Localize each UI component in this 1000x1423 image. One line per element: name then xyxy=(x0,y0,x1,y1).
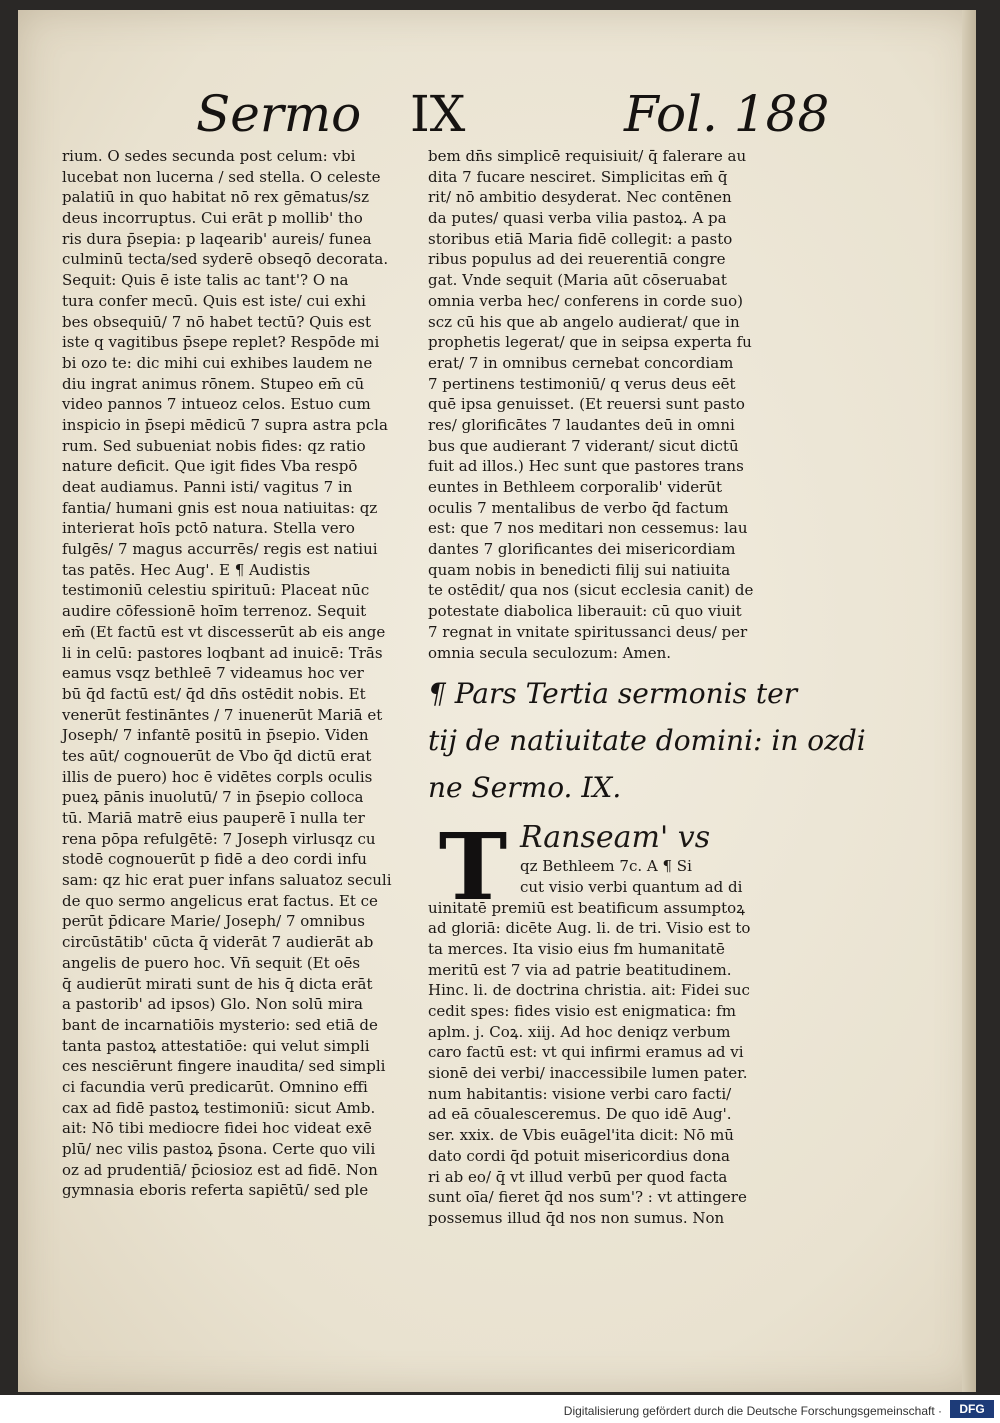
text-line: de quo sermo angelicus erat factus. Et ce xyxy=(62,891,378,910)
left-column xyxy=(62,146,407,1201)
text-line: em̄ (Et factū est vt discesserūt ab eis ange xyxy=(62,622,386,641)
text-line: venerūt festināntes / 7 inuenerūt Mariā et xyxy=(62,705,383,724)
text-line: scz cū his que ab angelo audierat/ que in xyxy=(428,312,740,331)
text-line: quē ipsa genuisset. (Et reuersi sunt pasto xyxy=(428,395,745,414)
rubric-line: ¶ Pars Tertia sermonis ter xyxy=(428,677,798,711)
text-line: prophetis legerat/ que in seipsa experta fu xyxy=(428,333,752,352)
text-line: te ostēdit/ qua nos (sicut ecclesia canit) de xyxy=(428,581,754,600)
text-line: ris dura p̄sepia: p laqearib' aureis/ funea xyxy=(62,229,372,248)
text-line: illis de puero) hoc ē vidētes corpls oculis xyxy=(62,767,373,786)
text-line: oz ad prudentiā/ p̄ciosioz est ad fidē. Non xyxy=(62,1160,378,1179)
opening-line: Ranseam' vs xyxy=(520,820,711,856)
text-line: interierat hoīs pctō natura. Stella vero xyxy=(62,519,355,538)
text-line: Sequit: Quis ē iste talis ac tant'? O na xyxy=(62,271,349,290)
text-line: audire cōfessionē hoīm terrenoz. Sequit xyxy=(62,602,367,621)
rubric-line: ne Sermo. IX. xyxy=(428,771,622,805)
funding-credit: Digitalisierung gefördert durch die Deutsche Forschungsgemeinschaft · xyxy=(563,1404,942,1418)
text-line: bes obsequiū/ 7 nō habet tectū? Quis est xyxy=(62,312,371,331)
section-rubric xyxy=(428,677,866,805)
decorated-initial: T xyxy=(438,813,508,922)
text-line: palatiū in quo habitat nō rex gēmatus/sz xyxy=(62,188,370,207)
page-edge xyxy=(962,10,976,1392)
text-line: bū q̄d factū est/ q̄d dn̄s ostēdit nobis. Et xyxy=(62,684,366,703)
text-line: q̄ audierūt mirati sunt de his q̄ dicta erāt xyxy=(62,974,373,993)
text-line: perūt p̄dicare Marie/ Joseph/ 7 omnibus xyxy=(62,912,365,931)
text-line: nature deficit. Que igit fides Vba respō xyxy=(62,457,358,476)
running-header xyxy=(18,10,976,150)
text-line: stodē cognouerūt p fidē a deo cordi infu xyxy=(62,850,367,869)
text-line: euntes in Bethleem corporalib' viderūt xyxy=(428,478,722,496)
text-line: Hinc. li. de doctrina christia. ait: Fidei suc xyxy=(428,981,750,1000)
text-line: ait: Nō tibi mediocre fidei hoc videat exē xyxy=(62,1119,372,1138)
text-line: iste q vagitibus p̄sepe replet? Respōde mi xyxy=(62,333,380,352)
text-line: storibus etiā Maria fidē collegit: a pasto xyxy=(428,229,733,248)
text-line: tura confer mecū. Quis est iste/ cui exhi xyxy=(62,291,366,310)
text-line: ta merces. Ita visio eius fm humanitatē xyxy=(428,939,725,958)
text-line: quam nobis in benedicti filij sui natiuita xyxy=(428,560,731,579)
text-line: bi ozo te: dic mihi cui exhibes laudem ne xyxy=(62,353,373,372)
text-line: omnia verba hec/ conferens in corde suo) xyxy=(428,291,744,310)
text-line: culminū tecta/sed syderē obseqō decorata. xyxy=(62,250,389,269)
text-line: dantes 7 glorificantes dei misericordiam xyxy=(428,540,736,559)
right-column xyxy=(428,146,866,1229)
text-line: video pannos 7 intueoz celos. Estuo cum xyxy=(62,395,371,414)
text-line: tas patēs. Hec Aug'. E ¶ Audistis xyxy=(62,560,311,579)
text-line: gymnasia eboris referta sapiētū/ sed ple xyxy=(62,1181,369,1200)
text-line: tes aūt/ cognouerūt de Vbo q̄d dictū erat xyxy=(62,746,372,765)
text-line: gat. Vnde sequit (Maria aūt cōseruabat xyxy=(428,271,727,290)
text-line: deat audiamus. Panni isti/ vagitus 7 in xyxy=(62,478,353,496)
text-line: diu ingrat animus rōnem. Stupeo em̄ cū xyxy=(62,374,365,393)
text-line: fantia/ humani gnis est noua natiuitas: qz xyxy=(62,498,378,517)
dfg-logo: DFG xyxy=(950,1400,994,1418)
text-line: meritū est 7 via ad patrie beatitudinem. xyxy=(428,960,732,979)
opening-line: qz Bethleem 7c. A ¶ Si xyxy=(520,857,692,876)
text-line: 7 regnat in vnitate spiritussanci deus/ per xyxy=(428,622,748,641)
text-line: ad gloriā: dicēte Aug. li. de tri. Visio est to xyxy=(428,919,751,938)
text-line: cax ad fidē pastoꝝ testimoniū: sicut Amb. xyxy=(62,1098,376,1117)
text-line: bem dn̄s simplicē requisiuit/ q̄ falerare au xyxy=(428,147,747,165)
text-line: omnia secula seculozum: Amen. xyxy=(428,643,672,662)
text-line: erat/ 7 in omnibus cernebat concordiam xyxy=(428,353,734,372)
text-line: tanta pastoꝝ attestatiōe: qui velut simpli xyxy=(62,1036,370,1055)
text-line: tū. Mariā matrē eius pauperē ī nulla ter xyxy=(62,809,365,827)
text-line: aplm. j. Coꝝ. xiij. Ad hoc deniqz verbum xyxy=(428,1022,731,1041)
text-line: rium. O sedes secunda post celum: vbi xyxy=(62,147,356,165)
text-line: ces nesciērunt fingere inaudita/ sed simpli xyxy=(62,1057,386,1076)
text-line: plū/ nec vilis pastoꝝ p̄sona. Certe quo vili xyxy=(62,1140,376,1158)
text-line: dita 7 fucare nesciret. Simplicitas em̄ q̄ xyxy=(428,167,728,186)
text-line: cedit spes: fides visio est enigmatica: fm xyxy=(428,1002,736,1020)
text-line: ribus populus ad dei reuerentiā congre xyxy=(428,250,726,269)
text-line: bus que audierant 7 viderant/ sicut dictū xyxy=(428,436,739,455)
text-line: num habitantis: visione verbi caro facti/ xyxy=(428,1084,732,1103)
text-line: circūstātib' cūcta q̄ viderāt 7 audierāt ab xyxy=(62,933,374,952)
text-line: fuit ad illos.) Hec sunt que pastores trans xyxy=(428,457,744,476)
text-line: deus incorruptus. Cui erāt p mollib' tho xyxy=(62,209,363,228)
text-line: sam: qz hic erat puer infans saluatoz seculi xyxy=(62,871,392,890)
text-line: oculis 7 mentalibus de verbo q̄d factum xyxy=(428,498,729,517)
text-line: ri ab eo/ q̄ vt illud verbū per quod facta xyxy=(428,1167,728,1186)
text-line: dato cordi q̄d potuit misericordius dona xyxy=(428,1146,730,1165)
footer-bar xyxy=(0,1395,1000,1423)
text-line: ci facundia verū predicarūt. Omnino effi xyxy=(62,1077,368,1096)
right-column-top xyxy=(428,146,776,663)
text-line: Joseph/ 7 infantē positū in p̄sepio. Viden xyxy=(62,726,369,745)
opening-line: cut visio verbi quantum ad di xyxy=(520,877,743,896)
text-line: bant de incarnatiōis mysterio: sed etiā de xyxy=(62,1015,378,1034)
text-line: possemus illud q̄d nos non sumus. Non xyxy=(428,1208,725,1227)
text-line: pueꝝ pānis inuolutū/ 7 in p̄sepio colloca xyxy=(62,788,364,807)
text-line: caro factū est: vt qui infirmi eramus ad vi xyxy=(428,1043,744,1062)
text-line: 7 pertinens testimoniū/ q verus deus eēt xyxy=(428,374,736,393)
text-line: eamus vsqz bethleē 7 videamus hoc ver xyxy=(62,664,364,683)
header-folio: Fol. 188 xyxy=(624,85,830,143)
text-line: potestate diabolica liberauit: cū quo viuit xyxy=(428,602,742,621)
header-sermon-number: IX xyxy=(410,85,466,143)
text-line: sionē dei verbi/ inaccessibile lumen pater. xyxy=(428,1064,748,1083)
text-line: lucebat non lucerna / sed stella. O celeste xyxy=(62,167,381,186)
text-line: testimoniū celestiu spirituū: Placeat nūc xyxy=(62,581,370,600)
text-line: angelis de puero hoc. Vn̄ sequit (Et oēs xyxy=(62,953,361,972)
text-line: a pastorib' ad ipsos) Glo. Non solū mira xyxy=(62,995,363,1014)
text-line: rum. Sed subueniat nobis fides: qz ratio xyxy=(62,436,366,455)
text-line: li in celū: pastores loqbant ad inuicē: Trās xyxy=(62,643,383,662)
text-line: ad eā cōualesceremus. De quo idē Aug'. xyxy=(428,1105,732,1124)
text-line: sunt oīa/ fieret q̄d nos sum'? : vt attingere xyxy=(428,1188,747,1207)
text-line: res/ glorificātes 7 laudantes deū in omni xyxy=(428,415,735,434)
text-line: da putes/ quasi verba vilia pastoꝝ. A pa xyxy=(428,209,727,228)
text-line: rit/ nō ambitio desyderat. Nec contēnen xyxy=(428,188,732,207)
text-line: inspicio in p̄sepi mēdicū 7 supra astra pcla xyxy=(62,415,388,434)
text-line: rena pōpa refulgētē: 7 Joseph virlusqz cu xyxy=(62,829,376,848)
text-line: ser. xxix. de Vbis euāgel'ita dicit: Nō mū xyxy=(428,1126,734,1145)
rubric-line: tij de natiuitate domini: in ozdi xyxy=(428,724,866,758)
right-column-bottom xyxy=(428,898,776,1229)
text-line: est: que 7 nos meditari non cessemus: lau xyxy=(428,519,748,538)
book-page xyxy=(18,10,976,1392)
header-sermo: Sermo xyxy=(196,85,362,143)
text-line: uinitatē premiū est beatificum assumptoꝝ xyxy=(428,898,745,917)
text-line: fulgēs/ 7 magus accurrēs/ regis est natiui xyxy=(62,540,378,559)
